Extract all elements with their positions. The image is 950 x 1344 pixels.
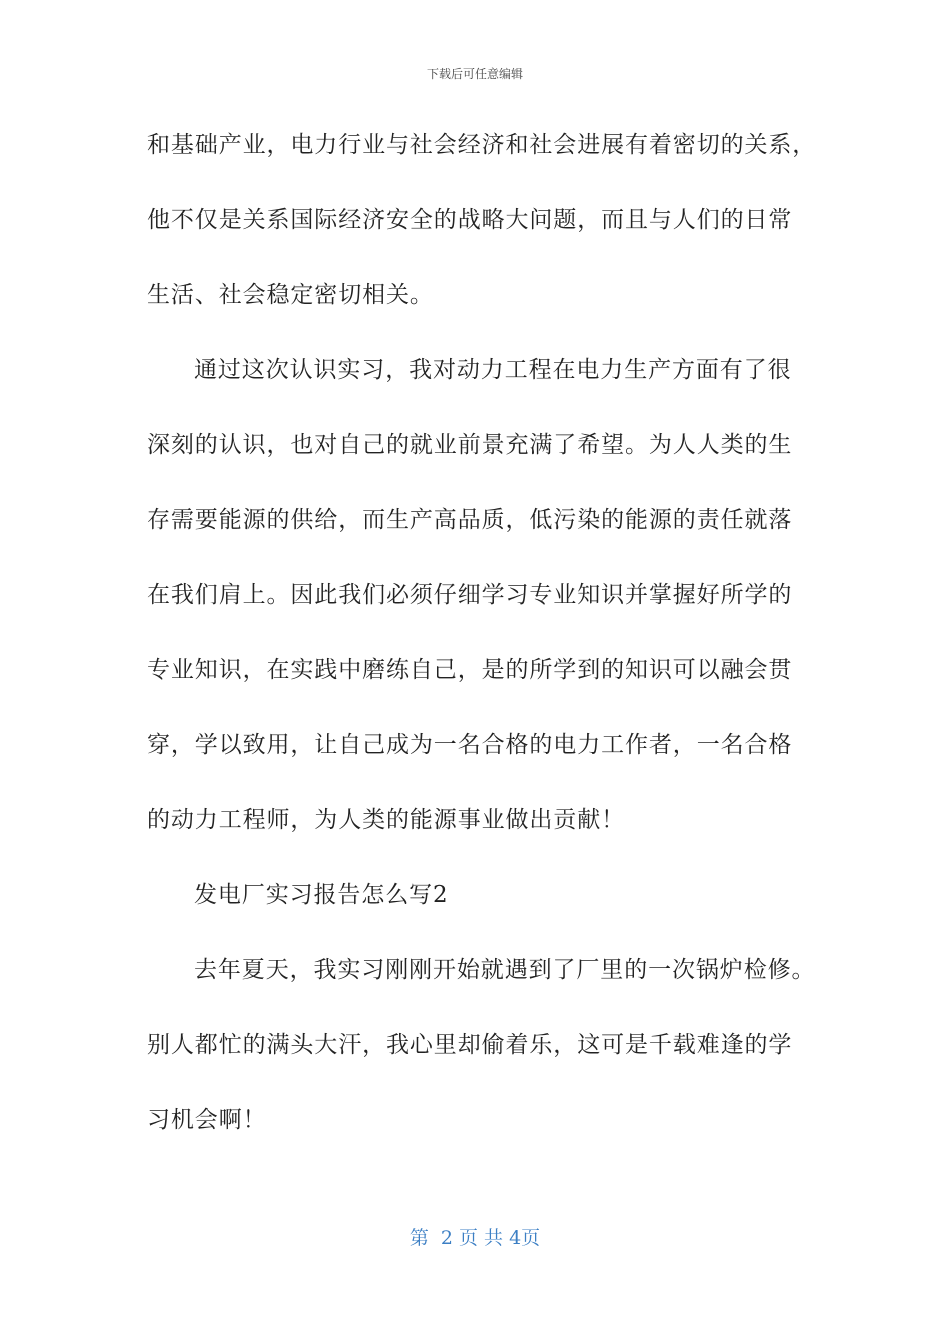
- page-number-footer: 第 2 页 共 4页: [409, 1227, 541, 1249]
- text-line: 在我们肩上。因此我们必须仔细学习专业知识并掌握好所学的: [147, 582, 793, 608]
- text-line: 的动力工程师，为人类的能源事业做出贡献！: [147, 807, 625, 833]
- text-line: 深刻的认识，也对自己的就业前景充满了希望。为人人类的生: [147, 432, 793, 458]
- text-line: 别人都忙的满头大汗，我心里却偷着乐，这可是千载难逢的学: [147, 1032, 793, 1058]
- text-line: 存需要能源的供给，而生产高品质，低污染的能源的责任就落: [147, 507, 793, 533]
- text-line: 习机会啊！: [147, 1107, 267, 1133]
- page-header: 下载后可任意编辑: [426, 67, 523, 81]
- paragraph-start-line: 通过这次认识实习，我对动力工程在电力生产方面有了很: [194, 357, 792, 383]
- text-line: 他不仅是关系国际经济安全的战略大问题，而且与人们的日常: [147, 207, 793, 233]
- paragraph-start-line: 去年夏天，我实习刚刚开始就遇到了厂里的一次锅炉检修。: [194, 957, 816, 983]
- text-line: 和基础产业，电力行业与社会经济和社会进展有着密切的关系，: [147, 132, 817, 158]
- text-line: 专业知识，在实践中磨练自己，是的所学到的知识可以融会贯: [147, 657, 793, 683]
- text-line: 穿，学以致用，让自己成为一名合格的电力工作者，一名合格: [147, 732, 793, 758]
- text-line: 生活、社会稳定密切相关。: [147, 282, 434, 308]
- section-heading: 发电厂实习报告怎么写2: [194, 882, 449, 908]
